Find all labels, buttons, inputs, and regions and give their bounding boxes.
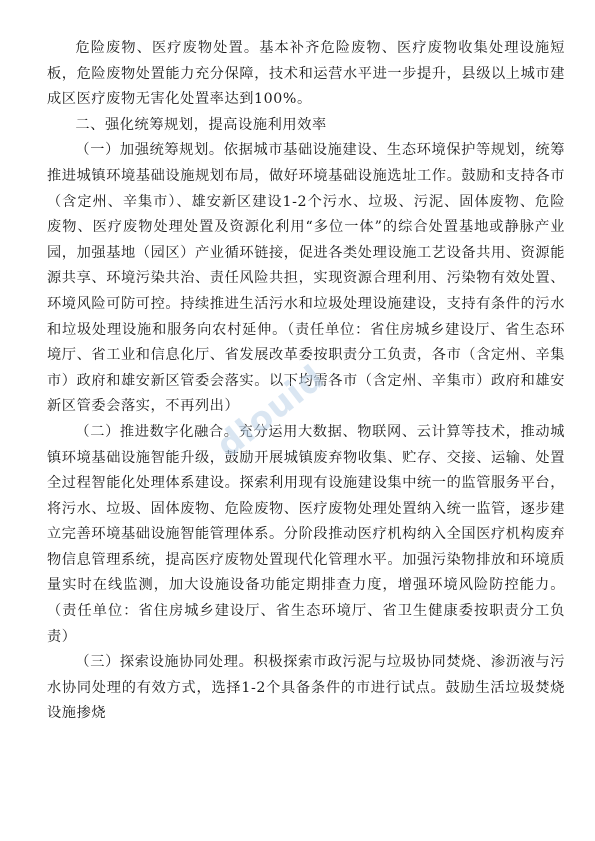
paragraph-digital: （二）推进数字化融合。充分运用大数据、物联网、云计算等技术，推动城镇环境基础设施智能升级，鼓励开展城镇废弃物收集、贮存、交接、运输、处置全过程智能化处理体系建设。探索利用现有设施建设集中统一的监管服务平台，将污水、垃圾、固体废物、危险废物、医疗废物处理处置纳入统一监管，逐步建立完善环境基础设施智能管理体系。分阶段推动医疗机构纳入全国医疗机构废弃物信息管理系统，提高医疗废物处置现代化管理水平。加强污染物排放和环境质量实时在线监测，加大设施设备功能定期排查力度，增强环境风险防控能力。（责任单位：省住房城乡建设厅、省生态环境厅、省卫生健康委按职责分工负责） <box>47 423 565 645</box>
watermark-text: dlouid <box>208 357 333 467</box>
paragraph-coprocessing: （三）探索设施协同处理。积极探索市政污泥与垃圾协同焚烧、渗沥液与污水协同处理的有效方式，选择1-2个具备条件的市进行试点。鼓励生活垃圾焚烧设施掺烧 <box>47 654 565 722</box>
section-heading: 二、强化统筹规划，提高设施利用效率 <box>75 116 327 133</box>
paragraph-planning: （一）加强统筹规划。依据城市基础设施建设、生态环境保护等规划，统筹推进城镇环境基础设施规划布局，做好环境基础设施选址工作。鼓励和支持各市（含定州、辛集市）、雄安新区建设1-2个污水、垃圾、污泥、固体废物、危险废物、医疗废物处理处置及资源化利用“多位一体”的综合处置基地或静脉产业园，加强基地（园区）产业循环链接，促进各类处理设施工艺设备共用、资源能源共享、环境污染共治、责任风险共担，实现资源合理利用、污染物有效处置、环境风险可防可控。持续推进生活污水和垃圾处理设施建设，支持有条件的污水和垃圾处理设施和服务向农村延伸。（责任单位：省住房城乡建设厅、省生态环境厅、省工业和信息化厅、省发展改革委按职责分工负责，各市（含定州、辛集市）政府和雄安新区管委会落实。以下均需各市（含定州、辛集市）政府和雄安新区管委会落实，不再列出） <box>47 142 565 415</box>
document-body <box>47 36 565 727</box>
paragraph-intro: 危险废物、医疗废物处置。基本补齐危险废物、医疗废物收集处理设施短板，危险废物处置能力充分保障，技术和运营水平进一步提升，县级以上城市建成区医疗废物无害化处置率达到100%。 <box>47 40 565 108</box>
